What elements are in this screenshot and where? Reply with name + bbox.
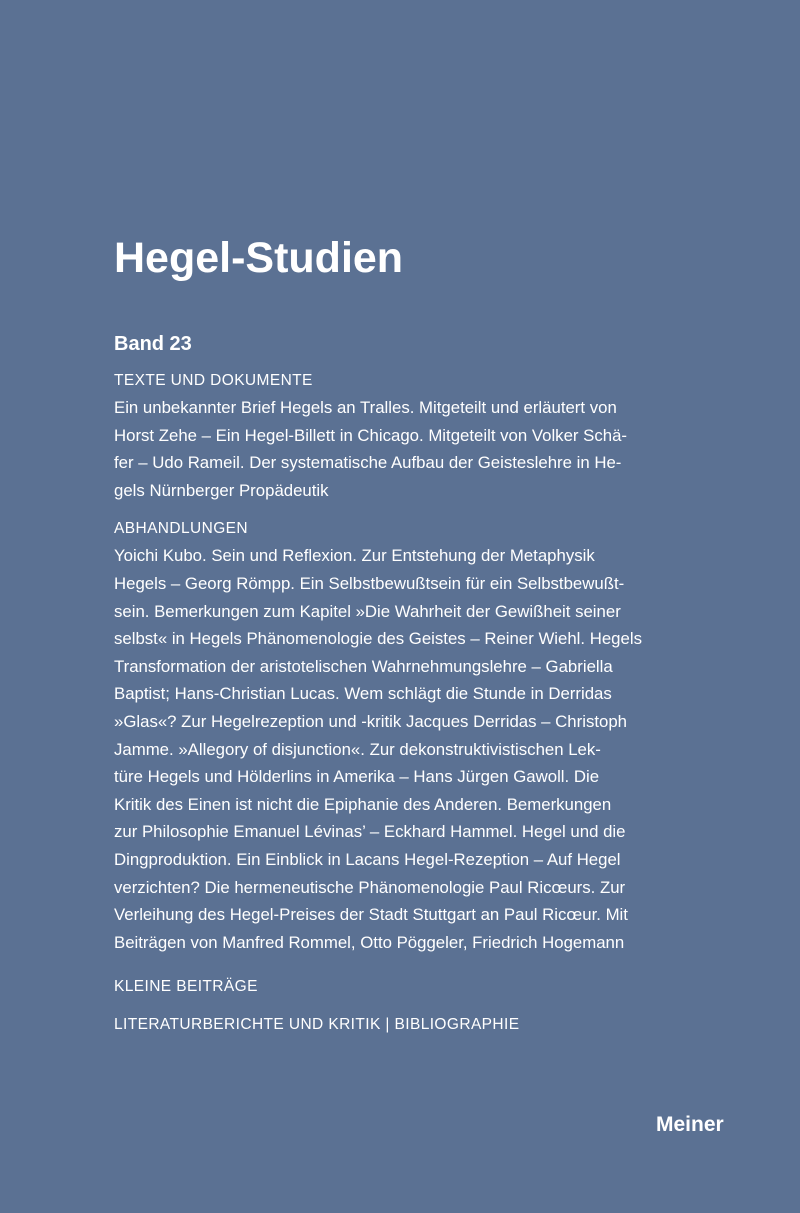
contents-line: Kritik des Einen ist nicht die Epiphanie des Anderen. Bemerkungen bbox=[114, 794, 612, 814]
contents-line: verzichten? Die hermeneutische Phänomenologie Paul Ricœurs. Zur bbox=[114, 877, 626, 897]
section-abhandlungen bbox=[114, 516, 674, 956]
contents-line: Beiträgen von Manfred Rommel, Otto Pöggeler, Friedrich Hogemann bbox=[114, 932, 625, 952]
contents-line: »Glas«? Zur Hegelrezeption und -kritik Jacques Derridas – Christoph bbox=[114, 711, 627, 731]
contents-line: Ein unbekannter Brief Hegels an Tralles. Mitgeteilt und erläutert von bbox=[114, 398, 617, 417]
contents-line: Jamme. »Allegory of disjunction«. Zur dekonstruktivistischen Lek- bbox=[114, 739, 601, 759]
contents-line: Horst Zehe – Ein Hegel-Billett in Chicago. Mitgeteilt von Volker Schä- bbox=[114, 425, 627, 445]
volume-number: Band 23 bbox=[114, 333, 192, 355]
section-heading: ABHANDLUNGEN bbox=[114, 520, 248, 538]
contents-line: türe Hegels und Hölderlins in Amerika – Hans Jürgen Gawoll. Die bbox=[114, 767, 600, 787]
contents-line: selbst« in Hegels Phänomenologie des Geistes – Reiner Wiehl. Hegels bbox=[114, 629, 642, 649]
contents-line: gels Nürnberger Propädeutik bbox=[114, 480, 329, 500]
contents-line: Dingproduktion. Ein Einblick in Lacans Hegel-Rezeption – Auf Hegel bbox=[114, 849, 621, 869]
contents-line: zur Philosophie Emanuel Lévinas’ – Eckhard Hammel. Hegel und die bbox=[114, 822, 626, 842]
section-heading: LITERATURBERICHTE UND KRITIK | BIBLIOGRAPHIE bbox=[114, 1016, 520, 1034]
section-texte-und-dokumente bbox=[114, 368, 674, 504]
section-kleine-beitraege bbox=[114, 974, 674, 1000]
section-heading: TEXTE UND DOKUMENTE bbox=[114, 372, 313, 389]
contents-line: Baptist; Hans-Christian Lucas. Wem schlägt die Stunde in Derridas bbox=[114, 684, 612, 704]
contents-line: Transformation der aristotelischen Wahrnehmungslehre – Gabriella bbox=[114, 656, 613, 676]
contents-line: sein. Bemerkungen zum Kapitel »Die Wahrheit der Gewißheit seiner bbox=[114, 601, 621, 621]
contents-line: fer – Udo Rameil. Der systematische Aufbau der Geisteslehre in He- bbox=[114, 453, 622, 473]
book-title: Hegel-Studien bbox=[114, 234, 404, 282]
contents-line: Yoichi Kubo. Sein und Reflexion. Zur Entstehung der Metaphysik bbox=[114, 546, 595, 566]
table-of-contents bbox=[114, 368, 674, 1038]
contents-line: Verleihung des Hegel-Preises der Stadt Stuttgart an Paul Ricœur. Mit bbox=[114, 905, 628, 925]
section-heading: KLEINE BEITRÄGE bbox=[114, 978, 258, 996]
publisher-logo: Meiner bbox=[656, 1113, 724, 1136]
section-literaturberichte bbox=[114, 1012, 674, 1038]
contents-line: Hegels – Georg Römpp. Ein Selbstbewußtsein für ein Selbstbewußt- bbox=[114, 573, 625, 593]
